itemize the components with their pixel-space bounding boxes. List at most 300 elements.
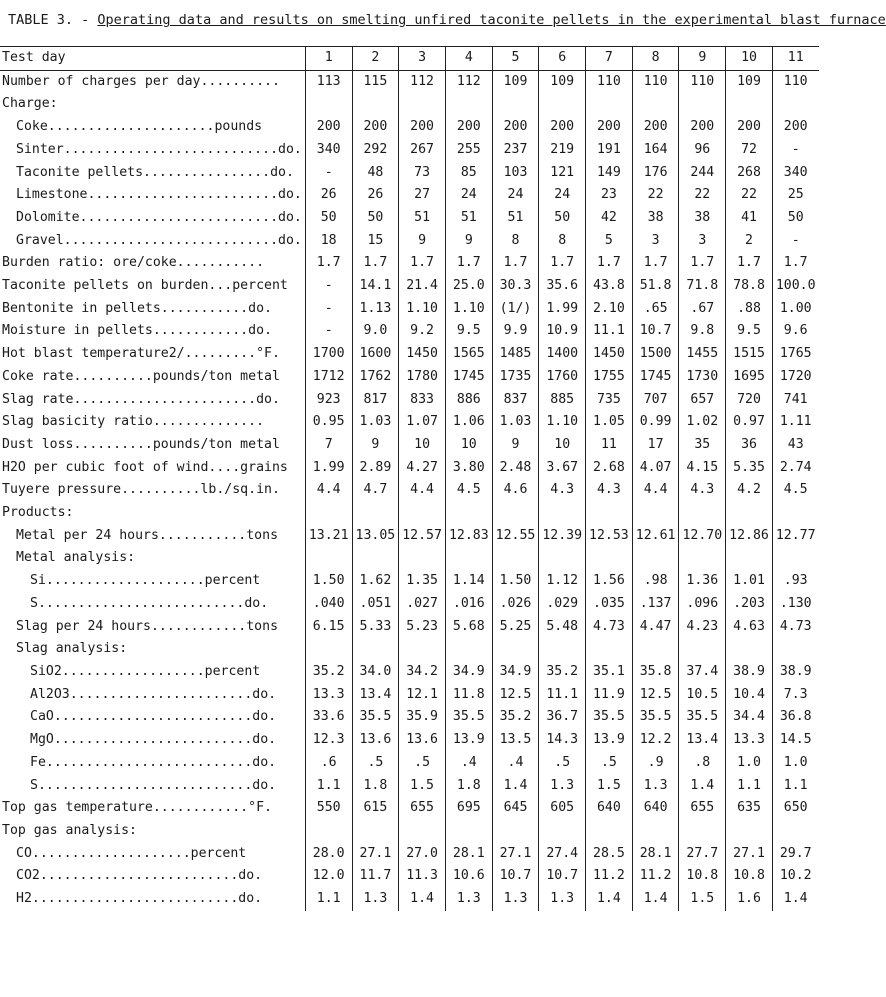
table-cell: 7.3 — [783, 686, 808, 702]
table-cell: 1.3 — [492, 888, 539, 911]
row-label: Dust loss..........pounds/ton metal — [0, 434, 305, 457]
table-cell — [772, 502, 818, 525]
table-cell: 27 — [399, 184, 446, 207]
header-day: 7 — [586, 47, 633, 71]
table-cell: 200 — [305, 116, 352, 139]
table-cell: 11.8 — [445, 684, 492, 707]
table-cell — [352, 820, 399, 843]
table-cell: 1765 — [779, 346, 812, 362]
table-cell: 10.7 — [632, 320, 679, 343]
table-cell: 4.4 — [305, 479, 352, 502]
table-cell: 5.25 — [492, 616, 539, 639]
table-cell: 1400 — [539, 343, 586, 366]
table-cell: 5.48 — [539, 616, 586, 639]
table-cell: 34.2 — [399, 661, 446, 684]
table-cell: 1.1 — [726, 775, 773, 798]
table-cell — [586, 502, 633, 525]
table-cell — [586, 547, 633, 570]
table-cell: 1.7 — [352, 252, 399, 275]
table-row — [0, 888, 819, 911]
table-cell: 12.57 — [399, 525, 446, 548]
row-label: SiO2..................percent — [0, 661, 305, 684]
table-cell: 1.3 — [539, 888, 586, 911]
header-day: 4 — [445, 47, 492, 71]
table-cell — [399, 638, 446, 661]
table-cell: 1.03 — [492, 411, 539, 434]
table-cell: 13.5 — [492, 729, 539, 752]
table-row — [0, 525, 819, 548]
table-cell: 1500 — [632, 343, 679, 366]
table-cell: 12.5 — [632, 684, 679, 707]
table-cell: 1565 — [445, 343, 492, 366]
table-cell — [679, 547, 726, 570]
table-cell: 35.5 — [445, 706, 492, 729]
table-cell: .130 — [779, 595, 812, 611]
row-label: Top gas temperature............°F. — [0, 797, 305, 820]
table-cell: 5.68 — [445, 616, 492, 639]
table-cell: 28.1 — [445, 843, 492, 866]
table-cell: 640 — [632, 797, 679, 820]
table-cell: 340 — [783, 164, 808, 180]
table-cell: 1.6 — [726, 888, 773, 911]
table-cell: 38 — [679, 207, 726, 230]
row-label: S...........................do. — [0, 775, 305, 798]
table-row — [0, 389, 819, 412]
table-cell — [772, 547, 818, 570]
table-cell — [586, 638, 633, 661]
table-cell: 28.1 — [632, 843, 679, 866]
table-cell: 10 — [445, 434, 492, 457]
table-cell: 51 — [445, 207, 492, 230]
table-cell: 11.1 — [586, 320, 633, 343]
table-cell: 34.9 — [492, 661, 539, 684]
table-cell: 817 — [352, 389, 399, 412]
row-label: Taconite pellets on burden...percent — [0, 275, 305, 298]
table-cell: 26 — [305, 184, 352, 207]
table-cell — [632, 93, 679, 116]
table-cell: 18 — [305, 230, 352, 253]
table-cell: 27.0 — [399, 843, 446, 866]
table-cell — [679, 93, 726, 116]
table-cell: 1730 — [679, 366, 726, 389]
table-cell: 1.05 — [586, 411, 633, 434]
table-cell: 50 — [352, 207, 399, 230]
table-row — [0, 252, 819, 275]
table-cell: 4.07 — [632, 457, 679, 480]
table-cell: 3.67 — [539, 457, 586, 480]
table-cell: 5.23 — [399, 616, 446, 639]
table-cell: 1.7 — [539, 252, 586, 275]
table-cell: 695 — [445, 797, 492, 820]
table-cell: 24 — [539, 184, 586, 207]
header-day: 8 — [632, 47, 679, 71]
table-cell: 22 — [632, 184, 679, 207]
table-cell: 43 — [787, 436, 804, 452]
table-cell: 1.0 — [783, 754, 808, 770]
table-cell: 50 — [305, 207, 352, 230]
table-cell: 1762 — [352, 366, 399, 389]
table-cell: 12.55 — [492, 525, 539, 548]
table-cell: 35.8 — [632, 661, 679, 684]
table-cell: 85 — [445, 162, 492, 185]
row-label: Coke.....................pounds — [0, 116, 305, 139]
table-cell: 12.53 — [586, 525, 633, 548]
table-cell: 4.3 — [586, 479, 633, 502]
table-cell: 13.05 — [352, 525, 399, 548]
table-cell: 12.39 — [539, 525, 586, 548]
row-label: Metal analysis: — [0, 547, 305, 570]
table-cell: 1720 — [779, 368, 812, 384]
table-cell: 1.14 — [445, 570, 492, 593]
table-cell: 1.13 — [352, 298, 399, 321]
table-cell: 4.2 — [726, 479, 773, 502]
table-cell: 1.7 — [305, 252, 352, 275]
table-cell — [492, 820, 539, 843]
table-cell: 12.86 — [726, 525, 773, 548]
table-cell: 113 — [305, 70, 352, 93]
table-cell: 1.10 — [399, 298, 446, 321]
row-label: Moisture in pellets............do. — [0, 320, 305, 343]
table-cell: 1450 — [399, 343, 446, 366]
table-cell: 200 — [399, 116, 446, 139]
row-label: H2..........................do. — [0, 888, 305, 911]
table-cell: 112 — [445, 70, 492, 93]
table-cell: 1515 — [726, 343, 773, 366]
table-cell: 110 — [679, 70, 726, 93]
table-cell: 109 — [539, 70, 586, 93]
table-cell: 7 — [305, 434, 352, 457]
row-label: CO....................percent — [0, 843, 305, 866]
table-cell — [539, 502, 586, 525]
table-cell: 30.3 — [492, 275, 539, 298]
table-cell: 657 — [679, 389, 726, 412]
table-cell: 35.9 — [399, 706, 446, 729]
table-cell — [726, 638, 773, 661]
table-cell: 13.6 — [352, 729, 399, 752]
table-cell: 24 — [492, 184, 539, 207]
table-cell: 1745 — [632, 366, 679, 389]
table-cell: 33.6 — [305, 706, 352, 729]
table-cell: .4 — [492, 752, 539, 775]
table-cell: 200 — [352, 116, 399, 139]
table-cell: 4.73 — [779, 618, 812, 634]
table-cell: 17 — [632, 434, 679, 457]
table-cell: 1.12 — [539, 570, 586, 593]
row-label: Bentonite in pellets...........do. — [0, 298, 305, 321]
row-label: CO2.........................do. — [0, 865, 305, 888]
table-cell: .88 — [726, 298, 773, 321]
table-cell: 115 — [352, 70, 399, 93]
table-cell: .035 — [586, 593, 633, 616]
table-cell — [679, 638, 726, 661]
table-cell: 9.0 — [352, 320, 399, 343]
table-cell: 27.1 — [492, 843, 539, 866]
table-cell: 1450 — [586, 343, 633, 366]
table-cell — [539, 547, 586, 570]
table-cell: 4.5 — [783, 482, 808, 498]
table-cell: 2 — [726, 230, 773, 253]
row-label: S..........................do. — [0, 593, 305, 616]
header-day: 3 — [399, 47, 446, 71]
table-cell: 9.2 — [399, 320, 446, 343]
table-cell: .026 — [492, 593, 539, 616]
header-label: Test day — [0, 47, 305, 71]
table-cell: .5 — [539, 752, 586, 775]
table-cell: 96 — [679, 139, 726, 162]
row-label: Slag basicity ratio.............. — [0, 411, 305, 434]
table-cell: 1.7 — [783, 255, 808, 271]
header-day: 9 — [679, 47, 726, 71]
table-cell: 4.15 — [679, 457, 726, 480]
table-cell: .137 — [632, 593, 679, 616]
table-cell — [632, 547, 679, 570]
table-cell — [492, 502, 539, 525]
table-cell — [352, 502, 399, 525]
table-body — [0, 47, 819, 911]
section-heading-row — [0, 502, 819, 525]
table-cell: 11.1 — [539, 684, 586, 707]
table-cell: 1.01 — [726, 570, 773, 593]
table-cell: 149 — [586, 162, 633, 185]
table-cell: 615 — [352, 797, 399, 820]
table-cell: 1455 — [679, 343, 726, 366]
table-cell: 38 — [632, 207, 679, 230]
table-cell: 735 — [586, 389, 633, 412]
row-label: Metal per 24 hours...........tons — [0, 525, 305, 548]
table-cell — [305, 638, 352, 661]
table-cell: 640 — [586, 797, 633, 820]
table-cell: 36.8 — [779, 709, 812, 725]
table-cell: .8 — [679, 752, 726, 775]
table-row — [0, 616, 819, 639]
table-cell: .040 — [305, 593, 352, 616]
table-row — [0, 775, 819, 798]
table-cell: 35.2 — [305, 661, 352, 684]
table-cell: 244 — [679, 162, 726, 185]
row-label: Slag rate.......................do. — [0, 389, 305, 412]
table-cell: 78.8 — [726, 275, 773, 298]
table-cell: 9.5 — [445, 320, 492, 343]
table-cell: 112 — [399, 70, 446, 93]
table-row — [0, 865, 819, 888]
table-row — [0, 162, 819, 185]
table-cell: 1.7 — [399, 252, 446, 275]
table-cell: 1700 — [305, 343, 352, 366]
table-cell: 22 — [726, 184, 773, 207]
table-title-text: Operating data and results on smelting unfired taconite pellets in the experimental blast furnace — [97, 12, 886, 28]
table-row — [0, 434, 819, 457]
table-cell: 4.23 — [679, 616, 726, 639]
table-cell — [586, 93, 633, 116]
table-cell: 9.6 — [783, 323, 808, 339]
section-heading-row — [0, 638, 819, 661]
table-cell: 650 — [783, 800, 808, 816]
header-day: 6 — [539, 47, 586, 71]
table-cell: 27.1 — [352, 843, 399, 866]
table-cell: 103 — [492, 162, 539, 185]
table-cell: 200 — [679, 116, 726, 139]
table-row — [0, 479, 819, 502]
table-cell: 1600 — [352, 343, 399, 366]
table-cell — [632, 502, 679, 525]
table-cell: 4.3 — [539, 479, 586, 502]
header-day: 10 — [726, 47, 773, 71]
table-row — [0, 752, 819, 775]
table-cell — [445, 820, 492, 843]
table-cell: 1.7 — [632, 252, 679, 275]
section-heading-row — [0, 547, 819, 570]
table-cell: 4.7 — [352, 479, 399, 502]
table-cell: .65 — [632, 298, 679, 321]
table-cell: 1.99 — [305, 457, 352, 480]
table-cell — [399, 93, 446, 116]
table-cell: 1.7 — [445, 252, 492, 275]
table-cell: 12.3 — [305, 729, 352, 752]
table-row — [0, 70, 819, 93]
table-cell: .9 — [632, 752, 679, 775]
table-cell: 51 — [492, 207, 539, 230]
table-cell: 25.0 — [445, 275, 492, 298]
row-label: Taconite pellets................do. — [0, 162, 305, 185]
table-cell: 13.21 — [305, 525, 352, 548]
table-cell: 10.9 — [539, 320, 586, 343]
row-label: Slag per 24 hours............tons — [0, 616, 305, 639]
table-cell: 10.8 — [679, 865, 726, 888]
table-cell: 3.80 — [445, 457, 492, 480]
table-cell — [772, 638, 818, 661]
table-cell: .5 — [586, 752, 633, 775]
table-cell: 1.50 — [305, 570, 352, 593]
table-cell — [726, 502, 773, 525]
table-cell: 8 — [492, 230, 539, 253]
row-label: Si....................percent — [0, 570, 305, 593]
table-cell: 48 — [352, 162, 399, 185]
table-cell — [492, 547, 539, 570]
row-label: Top gas analysis: — [0, 820, 305, 843]
table-cell: 1.5 — [586, 775, 633, 798]
table-cell: 0.97 — [726, 411, 773, 434]
table-cell: 13.9 — [445, 729, 492, 752]
table-cell: 176 — [632, 162, 679, 185]
table-cell: 13.3 — [726, 729, 773, 752]
table-cell: 741 — [783, 391, 808, 407]
table-cell: 27.1 — [726, 843, 773, 866]
table-cell: 50 — [539, 207, 586, 230]
table-cell: 885 — [539, 389, 586, 412]
table-cell — [445, 638, 492, 661]
table-row — [0, 343, 819, 366]
table-cell: 121 — [539, 162, 586, 185]
table-cell: 720 — [726, 389, 773, 412]
table-cell: .051 — [352, 593, 399, 616]
table-cell — [679, 820, 726, 843]
table-cell: 6.15 — [305, 616, 352, 639]
table-cell: 35.1 — [586, 661, 633, 684]
table-row — [0, 366, 819, 389]
row-label: Sinter...........................do. — [0, 139, 305, 162]
table-cell: 12.2 — [632, 729, 679, 752]
table-cell: 2.10 — [586, 298, 633, 321]
table-cell: 35.5 — [632, 706, 679, 729]
table-cell: 11.9 — [586, 684, 633, 707]
row-label: CaO.........................do. — [0, 706, 305, 729]
table-cell: 10 — [399, 434, 446, 457]
table-cell: 886 — [445, 389, 492, 412]
table-cell: .016 — [445, 593, 492, 616]
table-cell: - — [791, 232, 800, 248]
table-cell: 1.4 — [632, 888, 679, 911]
table-cell: 110 — [586, 70, 633, 93]
header-day: 1 — [305, 47, 352, 71]
table-cell: 340 — [305, 139, 352, 162]
table-cell: 2.89 — [352, 457, 399, 480]
table-cell: 35.5 — [586, 706, 633, 729]
table-cell: 38.9 — [779, 663, 812, 679]
table-cell: 109 — [726, 70, 773, 93]
table-cell: 267 — [399, 139, 446, 162]
table-cell: 27.7 — [679, 843, 726, 866]
table-cell: 10.8 — [726, 865, 773, 888]
table-cell: 200 — [492, 116, 539, 139]
table-cell: 1.36 — [679, 570, 726, 593]
table-cell: 35 — [679, 434, 726, 457]
table-cell: 219 — [539, 139, 586, 162]
table-cell: 4.27 — [399, 457, 446, 480]
table-cell: 50 — [787, 209, 804, 225]
table-cell: 36.7 — [539, 706, 586, 729]
table-cell: 200 — [586, 116, 633, 139]
table-cell: .203 — [726, 593, 773, 616]
table-cell: 2.68 — [586, 457, 633, 480]
table-cell: 1.4 — [492, 775, 539, 798]
row-label: Limestone........................do. — [0, 184, 305, 207]
table-cell: 109 — [492, 70, 539, 93]
table-cell: 4.4 — [399, 479, 446, 502]
table-cell: 1.4 — [586, 888, 633, 911]
table-cell: 9 — [352, 434, 399, 457]
table-cell: 5.33 — [352, 616, 399, 639]
table-cell: 13.4 — [679, 729, 726, 752]
table-cell: 200 — [632, 116, 679, 139]
table-cell: 28.5 — [586, 843, 633, 866]
table-cell: 8 — [539, 230, 586, 253]
header-row — [0, 47, 819, 71]
table-cell: 1695 — [726, 366, 773, 389]
table-cell: 4.5 — [445, 479, 492, 502]
table-row — [0, 298, 819, 321]
table-cell: 1.0 — [726, 752, 773, 775]
table-cell: 28.0 — [305, 843, 352, 866]
table-cell: 1.7 — [492, 252, 539, 275]
table-row — [0, 116, 819, 139]
table-cell: 1.11 — [779, 414, 812, 430]
table-cell: 1.10 — [445, 298, 492, 321]
table-cell: 200 — [445, 116, 492, 139]
table-cell: .4 — [445, 752, 492, 775]
table-cell: 2.48 — [492, 457, 539, 480]
table-cell: - — [305, 298, 352, 321]
table-cell: 4.63 — [726, 616, 773, 639]
table-cell: .5 — [352, 752, 399, 775]
table-cell: 1.06 — [445, 411, 492, 434]
table-cell: - — [305, 320, 352, 343]
table-cell: 34.0 — [352, 661, 399, 684]
table-cell: 13.6 — [399, 729, 446, 752]
table-cell: 12.70 — [679, 525, 726, 548]
table-cell: 1.02 — [679, 411, 726, 434]
table-cell — [445, 547, 492, 570]
table-cell: 11.2 — [632, 865, 679, 888]
